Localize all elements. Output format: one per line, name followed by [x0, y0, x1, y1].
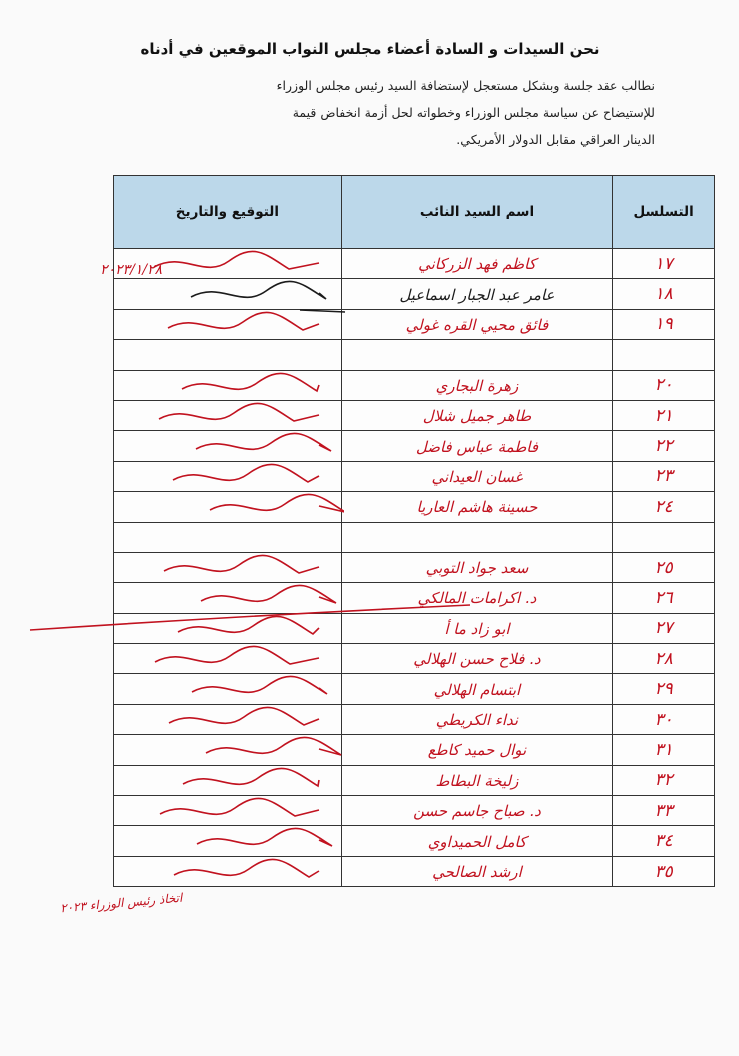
signature-scribble: [114, 431, 344, 461]
table-row: [114, 370, 715, 400]
sequence-number: ٣٥: [654, 861, 673, 882]
table-row: [114, 431, 715, 461]
table-row: [114, 249, 715, 279]
member-name: عامر عبد الجبار اسماعيل: [399, 285, 555, 304]
sequence-cell: [613, 583, 715, 613]
table-row: [114, 522, 715, 552]
member-name: د. اكرامات المالكي: [417, 589, 537, 608]
sequence-cell: [613, 613, 715, 643]
signature-cell: [114, 674, 342, 704]
signature-scribble: [114, 553, 344, 583]
member-name-cell: [341, 370, 612, 400]
sequence-number: ٢٧: [654, 618, 673, 639]
signature-cell: [114, 856, 342, 886]
request-line-3: الدينار العراقي مقابل الدولار الأمريكي.: [456, 132, 655, 147]
signature-cell: [114, 826, 342, 856]
member-name-cell: [341, 431, 612, 461]
signature-cell: [114, 461, 342, 491]
sequence-cell: [613, 674, 715, 704]
member-name: زهرة البجاري: [435, 376, 519, 395]
member-name: فاطمة عباس فاضل: [415, 437, 539, 456]
member-name: د. فلاح حسن الهلالي: [413, 650, 541, 669]
handwritten-date: ٢٠٢٣/١/٢٨: [100, 262, 163, 278]
signature-cell: [114, 583, 342, 613]
member-name-cell: [341, 522, 612, 552]
member-name-cell: [341, 796, 612, 826]
table-row: [114, 340, 715, 370]
signature-scribble: [114, 401, 344, 431]
member-name: غسان العيداني: [431, 467, 523, 486]
signature-cell: [114, 704, 342, 734]
signature-scribble: [114, 310, 344, 340]
sequence-number: ١٨: [654, 284, 673, 305]
member-name-cell: [341, 704, 612, 734]
document-heading: نحن السيدات و السادة أعضاء مجلس النواب الموقعين في أدناه: [140, 40, 600, 58]
member-name-cell: [341, 826, 612, 856]
member-name-cell: [341, 644, 612, 674]
sequence-cell: [613, 492, 715, 522]
table-row: [114, 613, 715, 643]
sequence-cell: [613, 370, 715, 400]
signature-scribble: [114, 796, 344, 826]
table-row: [114, 492, 715, 522]
member-name-cell: [341, 400, 612, 430]
sequence-number: ٢٩: [654, 679, 673, 700]
member-name-cell: [341, 613, 612, 643]
sequence-number: ١٧: [654, 253, 673, 274]
member-name-cell: [341, 309, 612, 339]
signature-cell: [114, 735, 342, 765]
sequence-number: ٣٢: [654, 770, 673, 791]
handwritten-margin-note: اتخاذ رئيس الوزراء ٢٠٢٣: [59, 890, 183, 916]
member-name: ارشد الصالحي: [432, 863, 522, 881]
signature-cell: [114, 370, 342, 400]
signature-cell: [114, 492, 342, 522]
sequence-number: ٢٨: [654, 648, 673, 669]
signature-cell: [114, 340, 342, 370]
sequence-number: ٢٥: [654, 557, 673, 578]
sequence-cell: [613, 340, 715, 370]
signature-scribble: [114, 826, 344, 856]
sequence-number: ٢١: [654, 405, 673, 426]
table-row: [114, 279, 715, 309]
signature-scribble: [114, 705, 344, 735]
sequence-cell: [613, 704, 715, 734]
sequence-cell: [613, 796, 715, 826]
member-name-cell: [341, 583, 612, 613]
sequence-number: ٢٦: [654, 587, 673, 608]
signature-scribble: [114, 674, 344, 704]
member-name: كاظم فهد الزركاني: [418, 255, 536, 274]
request-paragraph: [115, 72, 655, 153]
table-header-row: [114, 176, 715, 249]
signature-scribble: [114, 735, 344, 765]
member-name-cell: [341, 856, 612, 886]
sequence-cell: [613, 400, 715, 430]
signature-cell: [114, 644, 342, 674]
signature-scribble: [114, 371, 344, 401]
sequence-number: ٢٠: [654, 375, 673, 396]
member-name-cell: [341, 461, 612, 491]
table-row: [114, 765, 715, 795]
member-name-cell: [341, 735, 612, 765]
table-row: [114, 826, 715, 856]
sequence-cell: [613, 249, 715, 279]
sequence-cell: [613, 279, 715, 309]
signature-scribble: [114, 614, 344, 644]
signature-cell: [114, 796, 342, 826]
sequence-number: ٣٣: [654, 800, 673, 821]
member-name: ابو زاد ما أ: [444, 619, 510, 638]
member-name-cell: [341, 249, 612, 279]
member-name-cell: [341, 492, 612, 522]
member-name-cell: [341, 340, 612, 370]
signature-cell: [114, 400, 342, 430]
member-name: زليخة البطاط: [435, 771, 519, 790]
request-line-1: نطالب عقد جلسة وبشكل مستعجل لإستضافة السيد رئيس مجلس الوزراء: [276, 78, 655, 93]
signature-table: [113, 175, 715, 887]
sequence-cell: [613, 765, 715, 795]
signature-cell: [114, 613, 342, 643]
header-sequence: التسلسل: [613, 176, 715, 249]
sequence-number: ٢٢: [654, 436, 673, 457]
table-row: [114, 856, 715, 886]
table-row: [114, 644, 715, 674]
table-row: [114, 796, 715, 826]
member-name: كامل الحميداوي: [427, 832, 527, 851]
sequence-cell: [613, 735, 715, 765]
table-row: [114, 400, 715, 430]
member-name-cell: [341, 552, 612, 582]
member-name-cell: [341, 279, 612, 309]
signature-cell: [114, 552, 342, 582]
sequence-cell: [613, 522, 715, 552]
signature-cell: [114, 765, 342, 795]
signature-scribble: [114, 492, 344, 522]
signature-scribble: [114, 857, 344, 887]
sequence-cell: [613, 309, 715, 339]
table-body: [114, 249, 715, 887]
member-name: طاهر جميل شلال: [422, 407, 532, 426]
sequence-cell: [613, 552, 715, 582]
sequence-number: ٢٤: [654, 496, 673, 517]
table-row: [114, 583, 715, 613]
sequence-cell: [613, 644, 715, 674]
sequence-number: ٢٣: [654, 466, 673, 487]
sequence-cell: [613, 461, 715, 491]
header-member-name: اسم السيد النائب: [341, 176, 612, 249]
signature-cell: [114, 431, 342, 461]
sequence-number: ٣١: [654, 739, 673, 760]
member-name: سعد جواد التوبي: [425, 559, 529, 578]
signature-cell: [114, 522, 342, 552]
table-row: [114, 552, 715, 582]
signature-scribble: [114, 462, 344, 492]
member-name-cell: [341, 765, 612, 795]
sequence-cell: [613, 856, 715, 886]
signature-scribble: [114, 766, 344, 796]
signature-scribble: [114, 644, 344, 674]
table-row: [114, 704, 715, 734]
signature-scribble: [114, 583, 344, 613]
member-name: د. صباح جاسم حسن: [413, 802, 541, 821]
sequence-cell: [613, 431, 715, 461]
signature-cell: [114, 309, 342, 339]
member-name: حسينة هاشم العاريا: [416, 498, 538, 517]
table-row: [114, 735, 715, 765]
member-name: نداء الكريطي: [435, 711, 519, 730]
member-name: فائق محيي القره غولي: [405, 315, 549, 334]
signature-scribble: [114, 279, 344, 309]
request-line-2: للإستيضاح عن سياسة مجلس الوزراء وخطواته لحل أزمة انخفاض قيمة: [292, 105, 655, 120]
table-row: [114, 461, 715, 491]
table-row: [114, 309, 715, 339]
table-row: [114, 674, 715, 704]
sequence-number: ١٩: [654, 314, 673, 335]
member-name: ابتسام الهلالي: [433, 680, 521, 699]
signature-cell: [114, 279, 342, 309]
member-name: نوال حميد كاطع: [427, 741, 527, 760]
member-name-cell: [341, 674, 612, 704]
sequence-number: ٣٤: [654, 831, 673, 852]
sequence-cell: [613, 826, 715, 856]
header-signature-date: التوقيع والتاريخ: [114, 176, 342, 249]
sequence-number: ٣٠: [654, 709, 673, 730]
